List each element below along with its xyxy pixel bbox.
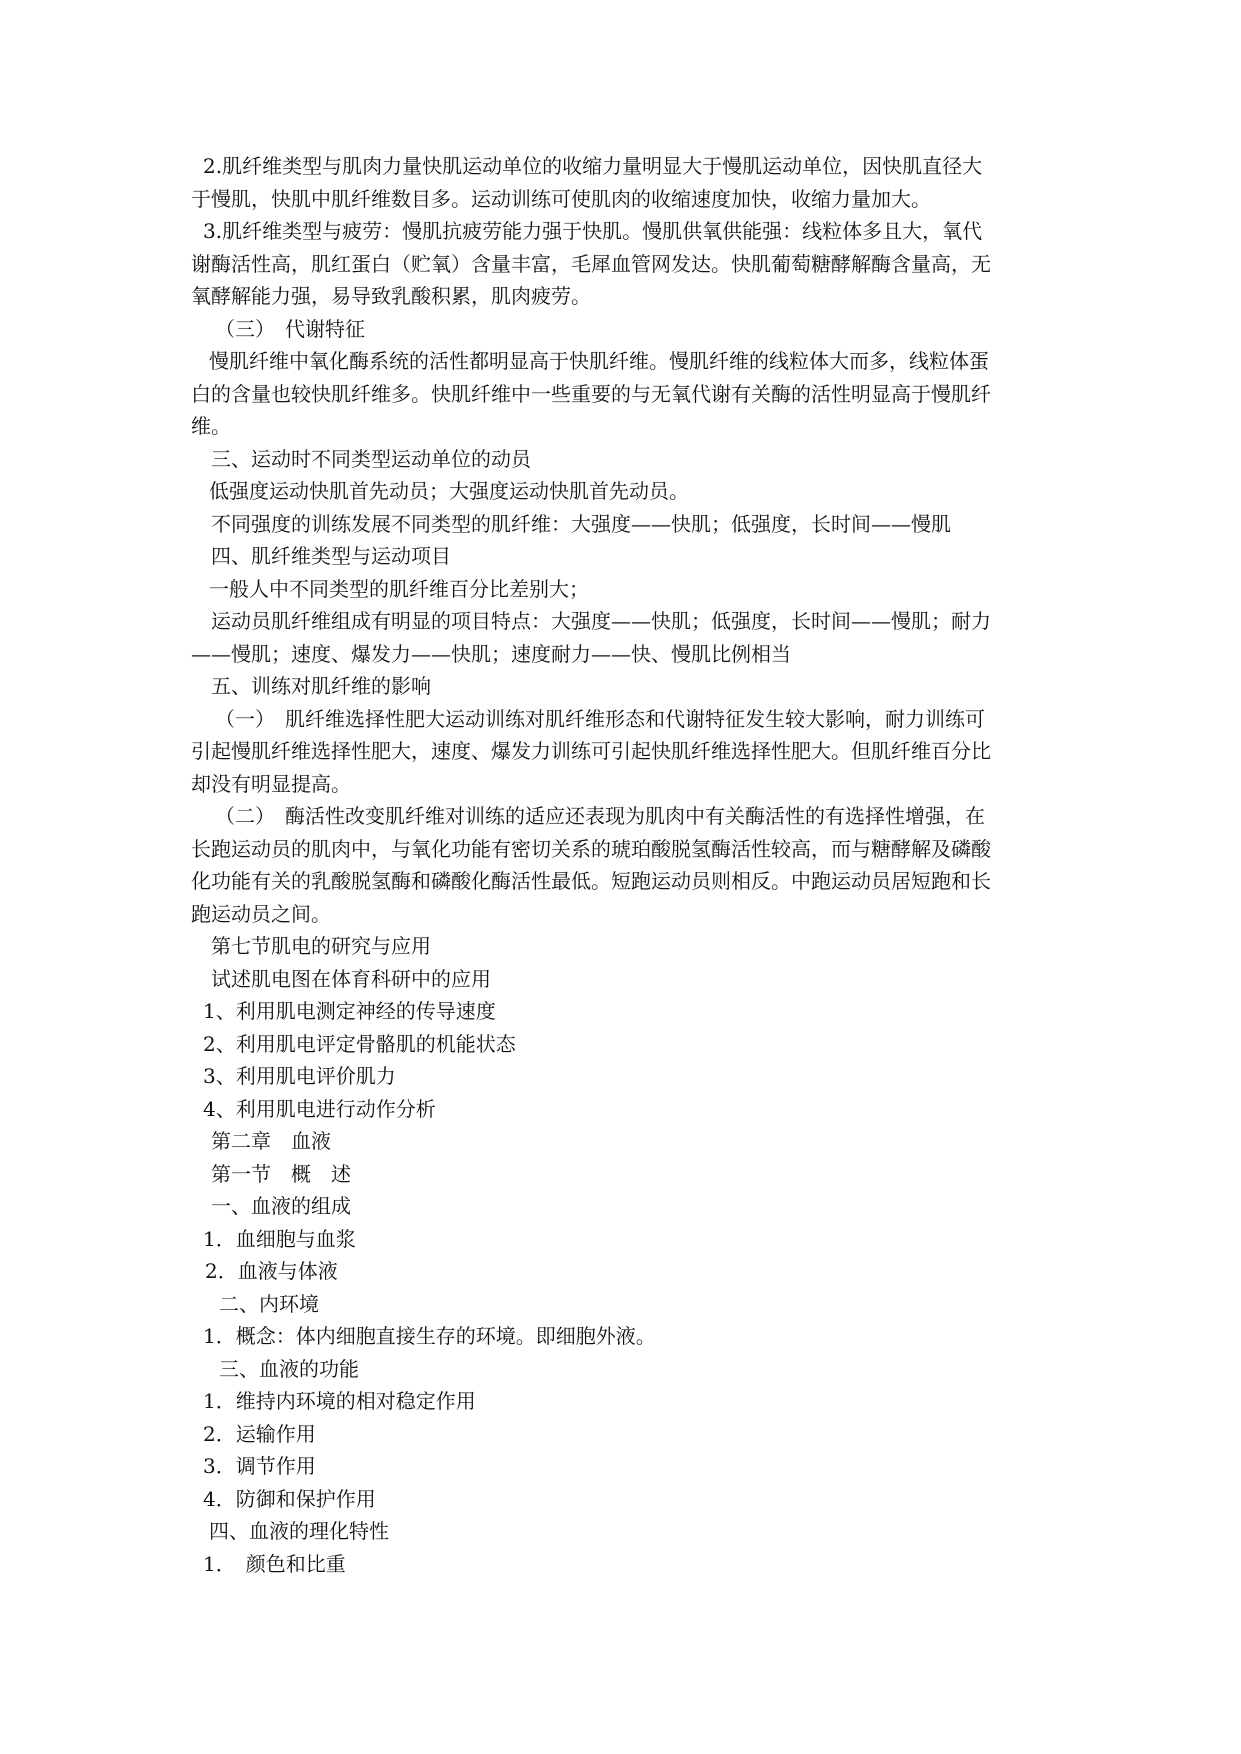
text-line: （一） 肌纤维选择性肥大运动训练对肌纤维形态和代谢特征发生较大影响，耐力训练可 [215,707,985,731]
section-heading: 第七节肌电的研究与应用 [211,934,431,958]
list-item: 1．维持内环境的相对稳定作用 [203,1389,476,1413]
chapter-heading: 第二章 血液 [211,1129,331,1153]
text-line: 2.肌纤维类型与肌肉力量快肌运动单位的收缩力量明显大于慢肌运动单位，因快肌直径大 [203,154,983,178]
list-item: 1．血细胞与血浆 [203,1227,356,1251]
section-heading: 第一节 概 述 [211,1162,351,1186]
section-heading: 四、肌纤维类型与运动项目 [211,544,451,568]
text-line: 谢酶活性高，肌红蛋白（贮氧）含量丰富，毛犀血管网发达。快肌葡萄糖酵解酶含量高，无 [191,252,991,276]
list-item: 2．运输作用 [203,1422,316,1446]
text-line: 跑运动员之间。 [191,902,331,926]
list-item: 3、利用肌电评价肌力 [203,1064,396,1088]
section-heading: 三、血液的功能 [219,1357,359,1381]
list-item: 4．防御和保护作用 [203,1487,376,1511]
section-heading: 一、血液的组成 [211,1194,351,1218]
list-item: 1．概念：体内细胞直接生存的环境。即细胞外液。 [203,1324,656,1348]
text-line: 试述肌电图在体育科研中的应用 [211,967,491,991]
text-line: 白的含量也较快肌纤维多。快肌纤维中一些重要的与无氧代谢有关酶的活性明显高于慢肌纤 [191,382,991,406]
text-line: 慢肌纤维中氧化酶系统的活性都明显高于快肌纤维。慢肌纤维的线粒体大而多，线粒体蛋 [209,349,989,373]
text-line: （二） 酶活性改变肌纤维对训练的适应还表现为肌肉中有关酶活性的有选择性增强，在 [215,804,985,828]
text-line: 不同强度的训练发展不同类型的肌纤维：大强度——快肌；低强度，长时间——慢肌 [211,512,951,536]
text-line: 一般人中不同类型的肌纤维百分比差别大； [209,577,589,601]
text-line: 3.肌纤维类型与疲劳：慢肌抗疲劳能力强于快肌。慢肌供氧供能强：线粒体多且大，氧代 [203,219,983,243]
list-item: 1． 颜色和比重 [203,1552,346,1576]
section-heading: （三） 代谢特征 [215,317,365,341]
section-heading: 四、血液的理化特性 [209,1519,389,1543]
section-heading: 五、训练对肌纤维的影响 [211,674,431,698]
text-line: 长跑运动员的肌肉中，与氧化功能有密切关系的琥珀酸脱氢酶活性较高，而与糖酵解及磷酸 [191,837,991,861]
section-heading: 二、内环境 [219,1292,319,1316]
list-item: 1、利用肌电测定神经的传导速度 [203,999,496,1023]
text-line: 引起慢肌纤维选择性肥大，速度、爆发力训练可引起快肌纤维选择性肥大。但肌纤维百分比 [191,739,991,763]
text-line: 低强度运动快肌首先动员；大强度运动快肌首先动员。 [209,479,689,503]
list-item: 2、利用肌电评定骨骼肌的机能状态 [203,1032,516,1056]
text-line: 运动员肌纤维组成有明显的项目特点：大强度——快肌；低强度，长时间——慢肌；耐力 [211,609,991,633]
list-item: 4、利用肌电进行动作分析 [203,1097,436,1121]
section-heading: 三、运动时不同类型运动单位的动员 [211,447,531,471]
text-line: 化功能有关的乳酸脱氢酶和磷酸化酶活性最低。短跑运动员则相反。中跑运动员居短跑和长 [191,869,991,893]
text-line: 氧酵解能力强，易导致乳酸积累，肌肉疲劳。 [191,284,591,308]
text-line: 维。 [191,414,231,438]
list-item: 3．调节作用 [203,1454,316,1478]
list-item: 2．血液与体液 [205,1259,338,1283]
text-line: ——慢肌；速度、爆发力——快肌；速度耐力——快、慢肌比例相当 [191,642,791,666]
text-line: 于慢肌，快肌中肌纤维数目多。运动训练可使肌肉的收缩速度加快，收缩力量加大。 [191,187,931,211]
text-line: 却没有明显提高。 [191,772,351,796]
